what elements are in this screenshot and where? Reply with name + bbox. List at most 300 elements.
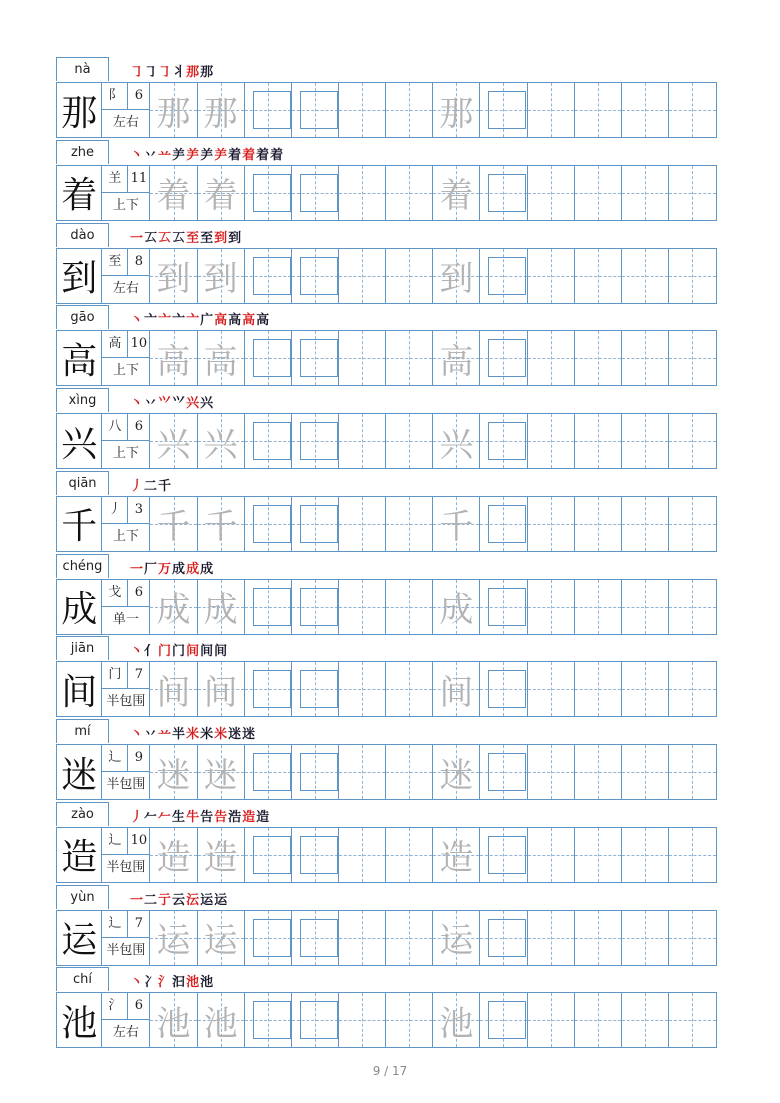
- char-info: [102, 83, 150, 137]
- stroke-step: 氵: [158, 975, 172, 991]
- stroke-step: 高: [228, 313, 242, 329]
- inner-square: [300, 836, 338, 874]
- blank-cell[interactable]: [528, 662, 575, 716]
- stroke-step: 运: [214, 892, 228, 908]
- blank-cell[interactable]: [575, 83, 622, 137]
- blank-cell[interactable]: [622, 166, 669, 220]
- stroke-step: 丷: [144, 727, 158, 742]
- stroke-step: 那: [186, 65, 200, 80]
- trace-cell[interactable]: [150, 828, 197, 882]
- stroke-step: 𠂉: [144, 809, 158, 825]
- blank-cell[interactable]: [622, 745, 669, 799]
- blank-cell[interactable]: [339, 249, 386, 303]
- stroke-step: 丶: [130, 147, 144, 163]
- square-cell[interactable]: [480, 662, 527, 716]
- blank-cell[interactable]: [575, 662, 622, 716]
- stroke-order: [130, 308, 269, 328]
- char-entry-cheng: [56, 554, 717, 637]
- trace-character: 到: [203, 259, 238, 299]
- inner-square: [253, 753, 291, 791]
- blank-cell[interactable]: [386, 83, 433, 137]
- main-character: 迷: [57, 745, 102, 799]
- square-cell[interactable]: [292, 580, 339, 634]
- blank-cell[interactable]: [622, 249, 669, 303]
- trace-cell[interactable]: [198, 745, 245, 799]
- trace-character: 那: [439, 93, 474, 134]
- trace-character: 兴: [203, 424, 238, 465]
- blank-cell[interactable]: [528, 83, 575, 137]
- trace-cell[interactable]: [150, 414, 197, 468]
- trace-character: 运: [439, 921, 474, 961]
- stroke-count: 7: [134, 667, 144, 683]
- stroke-count: 3: [134, 501, 144, 517]
- square-cell[interactable]: [245, 828, 292, 882]
- pinyin-row: [56, 223, 717, 248]
- practice-grid: [56, 82, 717, 138]
- char-entry-na: [56, 57, 717, 140]
- stroke-count: 6: [134, 998, 144, 1014]
- trace-cell[interactable]: [150, 580, 197, 634]
- stroke-step: 着: [256, 147, 270, 163]
- stroke-step: 池: [186, 975, 200, 991]
- trace-character: 高: [203, 341, 238, 382]
- practice-grid: [56, 496, 717, 552]
- blank-cell[interactable]: [622, 662, 669, 716]
- blank-cell[interactable]: [339, 993, 386, 1047]
- trace-cell[interactable]: [150, 83, 197, 137]
- square-cell[interactable]: [245, 911, 292, 965]
- main-character: 高: [57, 331, 102, 385]
- stroke-step: 门: [158, 644, 172, 660]
- stroke-step: 高: [242, 313, 256, 329]
- blank-cell[interactable]: [669, 911, 716, 965]
- square-cell[interactable]: [480, 580, 527, 634]
- stroke-step: 丶: [130, 396, 144, 411]
- trace-cell[interactable]: [433, 580, 480, 634]
- radical: 辶: [102, 745, 128, 771]
- trace-character: 运: [156, 921, 191, 961]
- radical: 至: [102, 249, 128, 275]
- square-cell[interactable]: [245, 83, 292, 137]
- trace-cell[interactable]: [433, 249, 480, 303]
- char-entry-dao: [56, 223, 717, 306]
- blank-cell[interactable]: [339, 745, 386, 799]
- trace-cell[interactable]: [198, 166, 245, 220]
- char-entry-gao: [56, 305, 717, 388]
- stroke-step: ⺶: [200, 147, 214, 163]
- inner-square: [488, 919, 526, 957]
- stroke-step: 着: [228, 147, 242, 163]
- stroke-count: 8: [134, 253, 144, 269]
- main-character: 着: [57, 166, 102, 220]
- trace-cell[interactable]: [433, 414, 480, 468]
- trace-character: 高: [156, 341, 191, 382]
- blank-cell[interactable]: [386, 745, 433, 799]
- trace-cell[interactable]: [150, 745, 197, 799]
- char-entry-zao: [56, 802, 717, 885]
- square-cell[interactable]: [245, 497, 292, 551]
- inner-square: [253, 91, 291, 129]
- trace-character: 着: [439, 176, 474, 217]
- square-cell[interactable]: [245, 745, 292, 799]
- blank-cell[interactable]: [339, 580, 386, 634]
- trace-character: 造: [203, 838, 238, 879]
- structure-label: 上下: [112, 446, 139, 461]
- blank-cell[interactable]: [339, 497, 386, 551]
- stroke-step: 𠫔: [144, 230, 158, 246]
- trace-cell[interactable]: [433, 745, 480, 799]
- trace-character: 到: [156, 259, 191, 299]
- blank-cell[interactable]: [386, 580, 433, 634]
- blank-cell[interactable]: [622, 331, 669, 385]
- stroke-step: 到: [214, 230, 228, 246]
- blank-cell[interactable]: [622, 993, 669, 1047]
- square-cell[interactable]: [480, 414, 527, 468]
- blank-cell[interactable]: [339, 83, 386, 137]
- blank-cell[interactable]: [622, 580, 669, 634]
- trace-cell[interactable]: [433, 497, 480, 551]
- blank-cell[interactable]: [669, 828, 716, 882]
- inner-square: [300, 257, 338, 295]
- trace-cell[interactable]: [433, 662, 480, 716]
- square-cell[interactable]: [480, 83, 527, 137]
- trace-cell[interactable]: [198, 414, 245, 468]
- blank-cell[interactable]: [575, 580, 622, 634]
- stroke-step: 万: [158, 561, 172, 577]
- trace-character: 到: [439, 259, 474, 299]
- trace-cell[interactable]: [150, 662, 197, 716]
- inner-square: [488, 588, 526, 626]
- inner-square: [488, 753, 526, 791]
- pinyin-label: chí: [56, 967, 109, 991]
- stroke-step: 广: [200, 313, 214, 329]
- inner-square: [488, 174, 526, 212]
- stroke-count: 7: [134, 915, 144, 931]
- stroke-step: 一: [130, 892, 144, 908]
- square-cell[interactable]: [480, 745, 527, 799]
- trace-cell[interactable]: [150, 993, 197, 1047]
- pinyin-label: zhe: [56, 140, 109, 164]
- blank-cell[interactable]: [669, 993, 716, 1047]
- stroke-count: 11: [130, 170, 148, 186]
- stroke-step: 丷: [144, 396, 158, 411]
- blank-cell[interactable]: [622, 828, 669, 882]
- blank-cell[interactable]: [622, 414, 669, 468]
- radical: 辶: [102, 911, 128, 937]
- trace-cell[interactable]: [150, 166, 197, 220]
- blank-cell[interactable]: [622, 83, 669, 137]
- stroke-step: 门: [172, 644, 186, 660]
- blank-cell[interactable]: [575, 497, 622, 551]
- inner-square: [488, 91, 526, 129]
- square-cell[interactable]: [480, 497, 527, 551]
- blank-cell[interactable]: [528, 745, 575, 799]
- stroke-step: 𠫔: [172, 230, 186, 246]
- square-cell[interactable]: [480, 828, 527, 882]
- trace-cell[interactable]: [150, 249, 197, 303]
- stroke-step: 造: [256, 809, 270, 825]
- blank-cell[interactable]: [669, 166, 716, 220]
- pinyin-label: mí: [56, 719, 109, 743]
- stroke-step: 𠫔: [158, 230, 172, 246]
- pinyin-row: [56, 885, 717, 910]
- stroke-step: 成: [200, 561, 214, 577]
- practice-grid: [56, 579, 717, 635]
- trace-character: 间: [439, 672, 474, 713]
- stroke-order: [130, 474, 171, 494]
- square-cell[interactable]: [480, 911, 527, 965]
- inner-square: [253, 257, 291, 295]
- square-cell[interactable]: [245, 166, 292, 220]
- square-cell[interactable]: [245, 414, 292, 468]
- trace-character: 成: [156, 590, 191, 630]
- square-cell[interactable]: [292, 249, 339, 303]
- square-cell[interactable]: [480, 166, 527, 220]
- trace-cell[interactable]: [198, 662, 245, 716]
- trace-cell[interactable]: [433, 993, 480, 1047]
- stroke-step: 至: [186, 230, 200, 246]
- stroke-step: 那: [200, 65, 214, 80]
- trace-character: 那: [156, 93, 191, 134]
- main-character: 到: [57, 249, 102, 303]
- blank-cell[interactable]: [528, 414, 575, 468]
- square-cell[interactable]: [245, 331, 292, 385]
- trace-cell[interactable]: [198, 828, 245, 882]
- trace-character: 成: [203, 590, 238, 630]
- stroke-order: [130, 639, 227, 659]
- stroke-step: 亠: [172, 313, 186, 329]
- pinyin-row: [56, 636, 717, 661]
- square-cell[interactable]: [292, 828, 339, 882]
- inner-square: [253, 339, 291, 377]
- trace-cell[interactable]: [198, 249, 245, 303]
- pinyin-row: [56, 57, 717, 82]
- structure-label: 半包围: [106, 942, 146, 958]
- trace-cell[interactable]: [198, 331, 245, 385]
- main-character: 池: [57, 993, 102, 1047]
- practice-grid: [56, 910, 717, 966]
- square-cell[interactable]: [292, 662, 339, 716]
- trace-cell[interactable]: [433, 83, 480, 137]
- inner-square: [300, 919, 338, 957]
- blank-cell[interactable]: [528, 911, 575, 965]
- blank-cell[interactable]: [669, 414, 716, 468]
- blank-cell[interactable]: [669, 662, 716, 716]
- blank-cell[interactable]: [528, 497, 575, 551]
- trace-cell[interactable]: [433, 166, 480, 220]
- trace-cell[interactable]: [150, 497, 197, 551]
- inner-square: [488, 422, 526, 460]
- stroke-step: 米: [214, 727, 228, 742]
- stroke-step: ⺍: [158, 396, 172, 411]
- square-cell[interactable]: [245, 580, 292, 634]
- blank-cell[interactable]: [669, 83, 716, 137]
- blank-cell[interactable]: [528, 249, 575, 303]
- stroke-step: 半: [172, 727, 186, 742]
- blank-cell[interactable]: [386, 331, 433, 385]
- char-info: [102, 745, 150, 799]
- square-cell[interactable]: [292, 166, 339, 220]
- blank-cell[interactable]: [339, 911, 386, 965]
- stroke-count: 6: [134, 88, 144, 103]
- trace-cell[interactable]: [150, 331, 197, 385]
- blank-cell[interactable]: [575, 745, 622, 799]
- trace-character: 运: [203, 921, 238, 961]
- structure-label: 半包围: [106, 694, 146, 710]
- blank-cell[interactable]: [575, 911, 622, 965]
- trace-character: 池: [439, 1003, 474, 1044]
- blank-cell[interactable]: [575, 414, 622, 468]
- square-cell[interactable]: [292, 331, 339, 385]
- inner-square: [253, 1001, 291, 1039]
- stroke-step: 间: [200, 644, 214, 660]
- pinyin-label: gāo: [56, 305, 109, 329]
- blank-cell[interactable]: [386, 414, 433, 468]
- square-cell[interactable]: [292, 497, 339, 551]
- trace-cell[interactable]: [198, 580, 245, 634]
- stroke-step: 丶: [130, 313, 144, 329]
- stroke-step: 丶: [130, 727, 144, 742]
- blank-cell[interactable]: [575, 249, 622, 303]
- trace-cell[interactable]: [198, 497, 245, 551]
- char-entry-xing: [56, 388, 717, 471]
- inner-square: [253, 588, 291, 626]
- practice-grid: [56, 248, 717, 304]
- stroke-order: [130, 226, 241, 246]
- stroke-step: 间: [186, 644, 200, 660]
- stroke-step: 高: [214, 313, 228, 329]
- stroke-step: 一: [130, 561, 144, 577]
- inner-square: [488, 670, 526, 708]
- blank-cell[interactable]: [622, 497, 669, 551]
- radical: 门: [102, 662, 128, 688]
- pinyin-row: [56, 967, 717, 992]
- blank-cell[interactable]: [386, 662, 433, 716]
- inner-square: [300, 422, 338, 460]
- char-info: [102, 828, 150, 882]
- blank-cell[interactable]: [575, 331, 622, 385]
- stroke-step: 丬: [172, 65, 186, 80]
- inner-square: [253, 505, 291, 543]
- square-cell[interactable]: [292, 745, 339, 799]
- stroke-step: 云: [172, 892, 186, 908]
- radical: 𦍌: [102, 166, 128, 192]
- stroke-step: 着: [270, 147, 284, 163]
- trace-character: 造: [156, 838, 191, 879]
- square-cell[interactable]: [480, 993, 527, 1047]
- inner-square: [488, 505, 526, 543]
- trace-character: 池: [156, 1003, 191, 1044]
- inner-square: [300, 91, 338, 129]
- trace-character: 千: [203, 507, 238, 548]
- pinyin-label: jiān: [56, 636, 109, 660]
- inner-square: [253, 174, 291, 212]
- blank-cell[interactable]: [575, 166, 622, 220]
- blank-cell[interactable]: [528, 166, 575, 220]
- square-cell[interactable]: [245, 993, 292, 1047]
- square-cell[interactable]: [292, 83, 339, 137]
- square-cell[interactable]: [480, 331, 527, 385]
- structure-label: 上下: [112, 528, 139, 544]
- stroke-step: 一: [130, 230, 144, 246]
- blank-cell[interactable]: [386, 828, 433, 882]
- blank-cell[interactable]: [386, 911, 433, 965]
- square-cell[interactable]: [245, 662, 292, 716]
- square-cell[interactable]: [292, 911, 339, 965]
- main-character: 千: [57, 497, 102, 551]
- blank-cell[interactable]: [528, 828, 575, 882]
- char-info: [102, 166, 150, 220]
- trace-character: 间: [156, 672, 191, 713]
- blank-cell[interactable]: [386, 497, 433, 551]
- trace-cell[interactable]: [433, 331, 480, 385]
- blank-cell[interactable]: [622, 911, 669, 965]
- blank-cell[interactable]: [339, 414, 386, 468]
- blank-cell[interactable]: [669, 497, 716, 551]
- trace-cell[interactable]: [433, 911, 480, 965]
- blank-cell[interactable]: [339, 331, 386, 385]
- square-cell[interactable]: [292, 993, 339, 1047]
- blank-cell[interactable]: [386, 166, 433, 220]
- square-cell[interactable]: [480, 249, 527, 303]
- structure-label: 左右: [112, 280, 139, 296]
- pinyin-row: [56, 140, 717, 165]
- trace-cell[interactable]: [433, 828, 480, 882]
- trace-cell[interactable]: [198, 993, 245, 1047]
- trace-character: 高: [439, 341, 474, 382]
- structure-label: 左右: [112, 1025, 139, 1041]
- pinyin-label: yùn: [56, 885, 109, 909]
- blank-cell[interactable]: [339, 166, 386, 220]
- blank-cell[interactable]: [528, 580, 575, 634]
- blank-cell[interactable]: [669, 580, 716, 634]
- trace-cell[interactable]: [150, 911, 197, 965]
- blank-cell[interactable]: [669, 331, 716, 385]
- blank-cell[interactable]: [528, 331, 575, 385]
- blank-cell[interactable]: [669, 745, 716, 799]
- stroke-step: 至: [200, 230, 214, 246]
- square-cell[interactable]: [292, 414, 339, 468]
- trace-character: 千: [439, 507, 474, 548]
- char-info: [102, 331, 150, 385]
- blank-cell[interactable]: [339, 662, 386, 716]
- pinyin-row: [56, 802, 717, 827]
- trace-character: 那: [203, 93, 238, 134]
- stroke-step: 亠: [186, 313, 200, 329]
- trace-character: 池: [203, 1003, 238, 1044]
- blank-cell[interactable]: [575, 828, 622, 882]
- blank-cell[interactable]: [669, 249, 716, 303]
- trace-cell[interactable]: [198, 83, 245, 137]
- structure-label: 上下: [112, 197, 139, 213]
- blank-cell[interactable]: [386, 993, 433, 1047]
- square-cell[interactable]: [245, 249, 292, 303]
- stroke-count: 10: [130, 336, 148, 352]
- blank-cell[interactable]: [528, 993, 575, 1047]
- pinyin-label: xìng: [56, 388, 109, 412]
- radical: 丿: [102, 497, 128, 523]
- blank-cell[interactable]: [575, 993, 622, 1047]
- stroke-step: 厂: [144, 561, 158, 577]
- practice-grid: [56, 661, 717, 717]
- trace-cell[interactable]: [198, 911, 245, 965]
- practice-grid: [56, 330, 717, 386]
- blank-cell[interactable]: [386, 249, 433, 303]
- char-info: [102, 662, 150, 716]
- stroke-step: 亠: [158, 313, 172, 329]
- stroke-step: 告: [200, 809, 214, 825]
- blank-cell[interactable]: [339, 828, 386, 882]
